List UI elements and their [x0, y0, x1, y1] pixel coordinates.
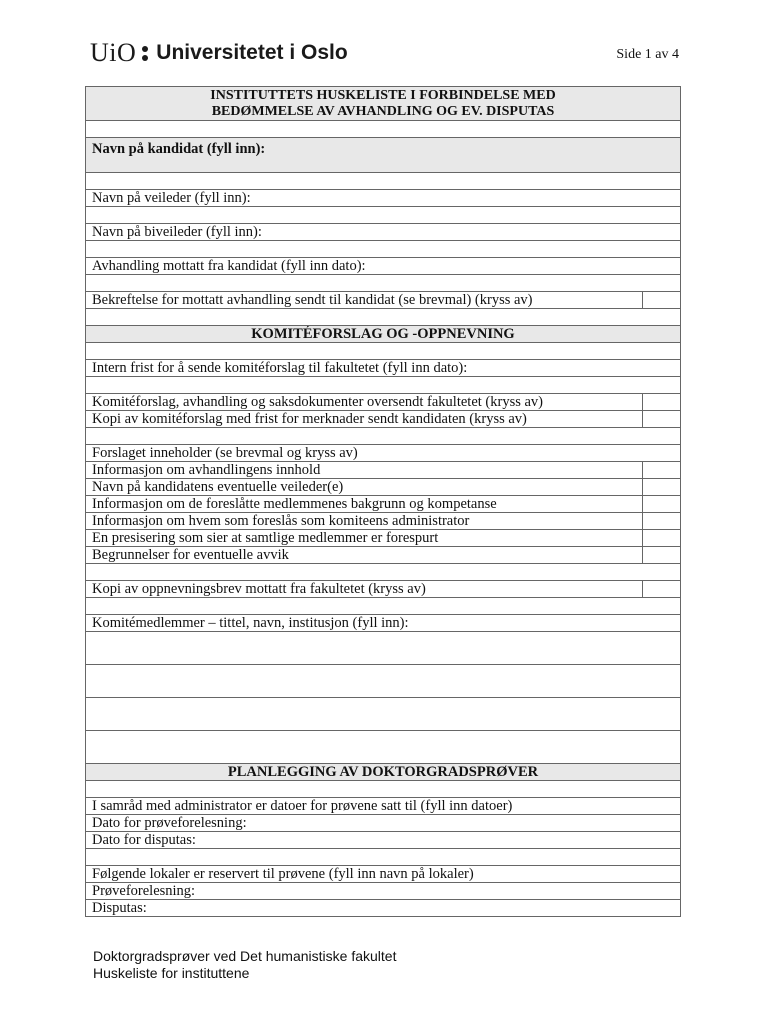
- uio-logo: [90, 38, 348, 68]
- contains-item-label: Informasjon om avhandlingens innhold: [86, 462, 643, 479]
- contains-item-label: Informasjon om de foreslåtte medlemmenes bakgrunn og kompetanse: [86, 496, 643, 513]
- co-supervisor-name-field[interactable]: Navn på biveileder (fyll inn):: [86, 224, 681, 241]
- spacer-row: [86, 598, 681, 615]
- contains-item-checkbox[interactable]: [642, 479, 680, 496]
- committee-docs-sent-label: Komitéforslag, avhandling og saksdokumenter oversendt fakultetet (kryss av): [86, 394, 643, 411]
- appointment-copy-label: Kopi av oppnevningsbrev mottatt fra fakultetet (kryss av): [86, 581, 643, 598]
- committee-member-field[interactable]: [86, 731, 681, 764]
- spacer-row: [86, 428, 681, 445]
- disputas-room-field[interactable]: Disputas:: [86, 900, 681, 917]
- contains-item-checkbox[interactable]: [642, 496, 680, 513]
- spacer-row: [86, 564, 681, 581]
- committee-deadline-field[interactable]: Intern frist for å sende komitéforslag til fakultetet (fyll inn dato):: [86, 360, 681, 377]
- spacer-row: [86, 343, 681, 360]
- document-title: [86, 87, 681, 121]
- spacer-row: [86, 207, 681, 224]
- confirmation-sent-checkbox[interactable]: [642, 292, 680, 309]
- spacer-row: [86, 241, 681, 258]
- planning-section-heading: PLANLEGGING AV DOKTORGRADSPRØVER: [86, 764, 681, 781]
- appointment-copy-checkbox[interactable]: [642, 581, 680, 598]
- disputas-date-field[interactable]: Dato for disputas:: [86, 832, 681, 849]
- spacer-row: [86, 309, 681, 326]
- proposal-contains-heading: Forslaget inneholder (se brevmal og kryss av): [86, 445, 681, 462]
- committee-member-field[interactable]: [86, 632, 681, 665]
- title-line-2: BEDØMMELSE AV AVHANDLING OG EV. DISPUTAS: [211, 103, 555, 119]
- page-indicator: Side 1 av 4: [616, 47, 679, 62]
- committee-members-heading: Komitémedlemmer – tittel, navn, institusjon (fyll inn):: [86, 615, 681, 632]
- footer-line-2: Huskeliste for instituttene: [93, 965, 250, 981]
- title-row: [86, 87, 681, 121]
- committee-copy-sent-label: Kopi av komitéforslag med frist for merknader sendt kandidaten (kryss av): [86, 411, 643, 428]
- thesis-received-date-field[interactable]: Avhandling mottatt fra kandidat (fyll inn dato):: [86, 258, 681, 275]
- confirmation-sent-label: Bekreftelse for mottatt avhandling sendt til kandidat (se brevmal) (kryss av): [86, 292, 643, 309]
- spacer-row: [86, 173, 681, 190]
- spacer-row: [86, 849, 681, 866]
- committee-copy-sent-checkbox[interactable]: [642, 411, 680, 428]
- committee-member-field[interactable]: [86, 665, 681, 698]
- committee-docs-sent-checkbox[interactable]: [642, 394, 680, 411]
- contains-item-label: En presisering som sier at samtlige medlemmer er forespurt: [86, 530, 643, 547]
- trial-lecture-date-field[interactable]: Dato for prøveforelesning:: [86, 815, 681, 832]
- footer: [93, 948, 396, 982]
- supervisor-name-field[interactable]: Navn på veileder (fyll inn):: [86, 190, 681, 207]
- spacer-row: [86, 781, 681, 798]
- contains-item-checkbox[interactable]: [642, 547, 680, 564]
- contains-item-checkbox[interactable]: [642, 513, 680, 530]
- contains-item-label: Navn på kandidatens eventuelle veileder(e): [86, 479, 643, 496]
- candidate-name-field[interactable]: Navn på kandidat (fyll inn):: [86, 138, 681, 173]
- committee-section-heading: KOMITÉFORSLAG OG -OPPNEVNING: [86, 326, 681, 343]
- rooms-intro: Følgende lokaler er reservert til prøvene (fyll inn navn på lokaler): [86, 866, 681, 883]
- logo-name: Universitetet i Oslo: [156, 41, 348, 64]
- footer-line-1: Doktorgradsprøver ved Det humanistiske fakultet: [93, 948, 397, 964]
- contains-item-checkbox[interactable]: [642, 530, 680, 547]
- trial-lecture-room-field[interactable]: Prøveforelesning:: [86, 883, 681, 900]
- dates-intro: I samråd med administrator er datoer for prøvene satt til (fyll inn datoer): [86, 798, 681, 815]
- contains-item-checkbox[interactable]: [642, 462, 680, 479]
- contains-item-label: Begrunnelser for eventuelle avvik: [86, 547, 643, 564]
- title-line-1: INSTITUTTETS HUSKELISTE I FORBINDELSE MED: [210, 87, 556, 103]
- logo-dots-icon: [142, 46, 148, 61]
- spacer-row: [86, 275, 681, 292]
- committee-member-field[interactable]: [86, 698, 681, 731]
- checklist-table: [85, 86, 681, 917]
- contains-item-label: Informasjon om hvem som foreslås som komiteens administrator: [86, 513, 643, 530]
- spacer-row: [86, 121, 681, 138]
- logo-short: UiO: [90, 38, 137, 67]
- spacer-row: [86, 377, 681, 394]
